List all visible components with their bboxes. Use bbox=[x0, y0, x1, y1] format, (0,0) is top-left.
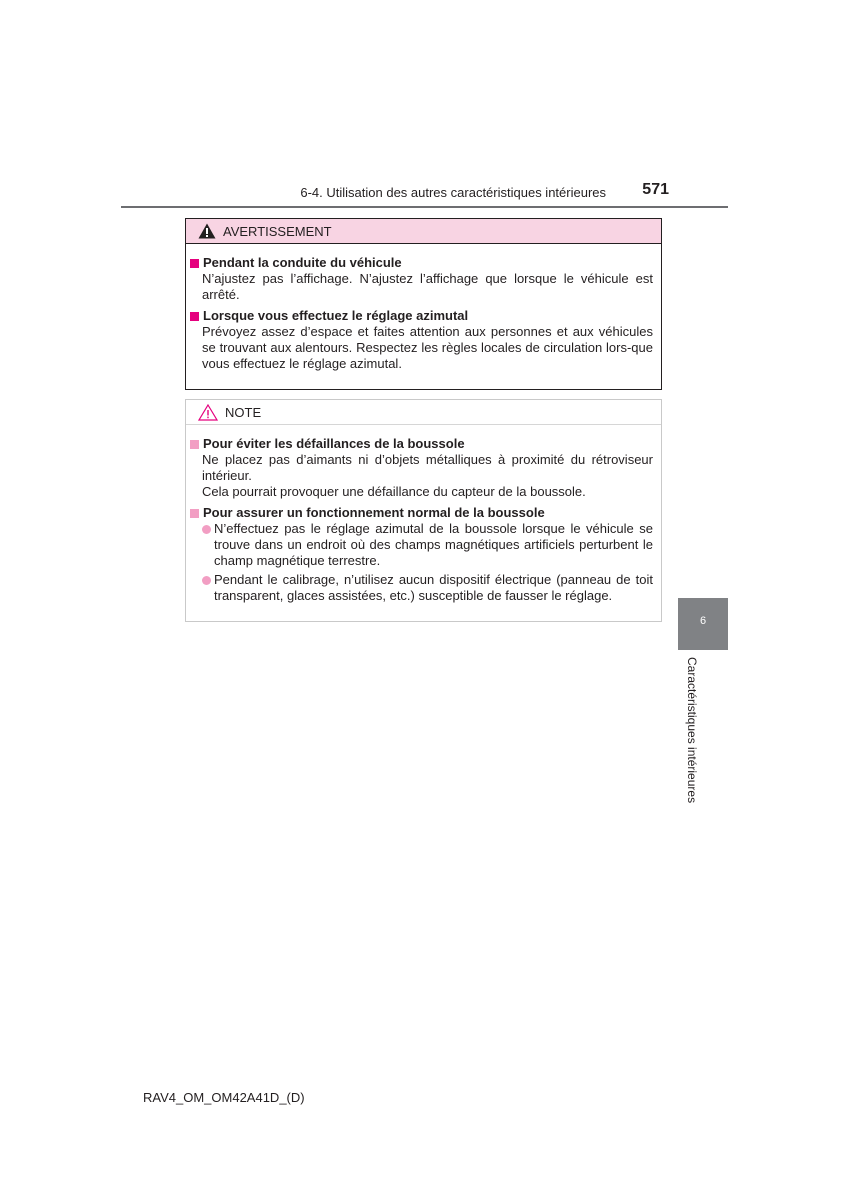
section-paragraph: N’ajustez pas l’affichage. N’ajustez l’affichage que lorsque le véhicule est arrêté. bbox=[202, 271, 653, 302]
section-title-text: Pour éviter les défaillances de la boussole bbox=[203, 436, 465, 451]
section-paragraph: Prévoyez assez d’espace et faites attention aux personnes et aux véhicules se trouvant aux alentours. Respectez les règles locales de circulation lors-que vous effectuez le réglage azimutal. bbox=[202, 324, 653, 371]
chapter-tab bbox=[678, 598, 728, 650]
warning-triangle-icon bbox=[198, 223, 216, 239]
warning-section bbox=[190, 255, 653, 303]
note-section bbox=[190, 436, 653, 500]
chapter-label: Caractéristiques intérieures bbox=[685, 657, 699, 804]
page-header-title: 6-4. Utilisation des autres caractéristiques intérieures bbox=[300, 185, 606, 200]
note-section-title bbox=[190, 436, 653, 452]
note-heading: NOTE bbox=[225, 404, 262, 420]
section-title-text: Pendant la conduite du véhicule bbox=[203, 255, 402, 270]
section-square-marker bbox=[190, 259, 199, 268]
section-paragraph: Ne placez pas d’aimants ni d’objets métalliques à proximité du rétroviseur intérieur. bbox=[202, 452, 653, 483]
bullet-text: N’effectuez pas le réglage azimutal de la boussole lorsque le véhicule se trouve dans un endroit où des champs magnétiques artificiels perturbent le champ magnétique terrestre. bbox=[214, 521, 653, 568]
bullet-dot-icon bbox=[202, 576, 211, 585]
note-box bbox=[185, 399, 662, 622]
bullet-item bbox=[202, 572, 653, 604]
section-square-marker bbox=[190, 312, 199, 321]
warning-heading: AVERTISSEMENT bbox=[223, 223, 332, 239]
chapter-number: 6 bbox=[699, 615, 707, 627]
warning-section-title bbox=[190, 255, 653, 271]
section-paragraph: Cela pourrait provoquer une défaillance du capteur de la boussole. bbox=[202, 484, 586, 499]
note-header bbox=[186, 400, 661, 425]
page-number: 571 bbox=[642, 181, 669, 198]
section-square-marker bbox=[190, 440, 199, 449]
warning-header bbox=[186, 219, 661, 244]
caution-triangle-icon bbox=[198, 404, 218, 421]
warning-section-title bbox=[190, 308, 653, 324]
warning-body bbox=[186, 244, 661, 372]
note-body bbox=[186, 425, 661, 604]
warning-box bbox=[185, 218, 662, 390]
bullet-dot-icon bbox=[202, 525, 211, 534]
section-title-text: Pour assurer un fonctionnement normal de la boussole bbox=[203, 505, 545, 520]
note-section-title bbox=[190, 505, 653, 521]
section-title-text: Lorsque vous effectuez le réglage azimutal bbox=[203, 308, 469, 323]
header-divider bbox=[121, 206, 728, 208]
section-square-marker bbox=[190, 509, 199, 518]
note-section bbox=[190, 505, 653, 604]
warning-section bbox=[190, 308, 653, 372]
bullet-item bbox=[202, 521, 653, 569]
bullet-text: Pendant le calibrage, n’utilisez aucun dispositif électrique (panneau de toit transparent, glaces assistées, etc.) susceptible de fausser le réglage. bbox=[214, 572, 653, 603]
footer-document-code: RAV4_OM_OM42A41D_(D) bbox=[143, 1090, 305, 1105]
